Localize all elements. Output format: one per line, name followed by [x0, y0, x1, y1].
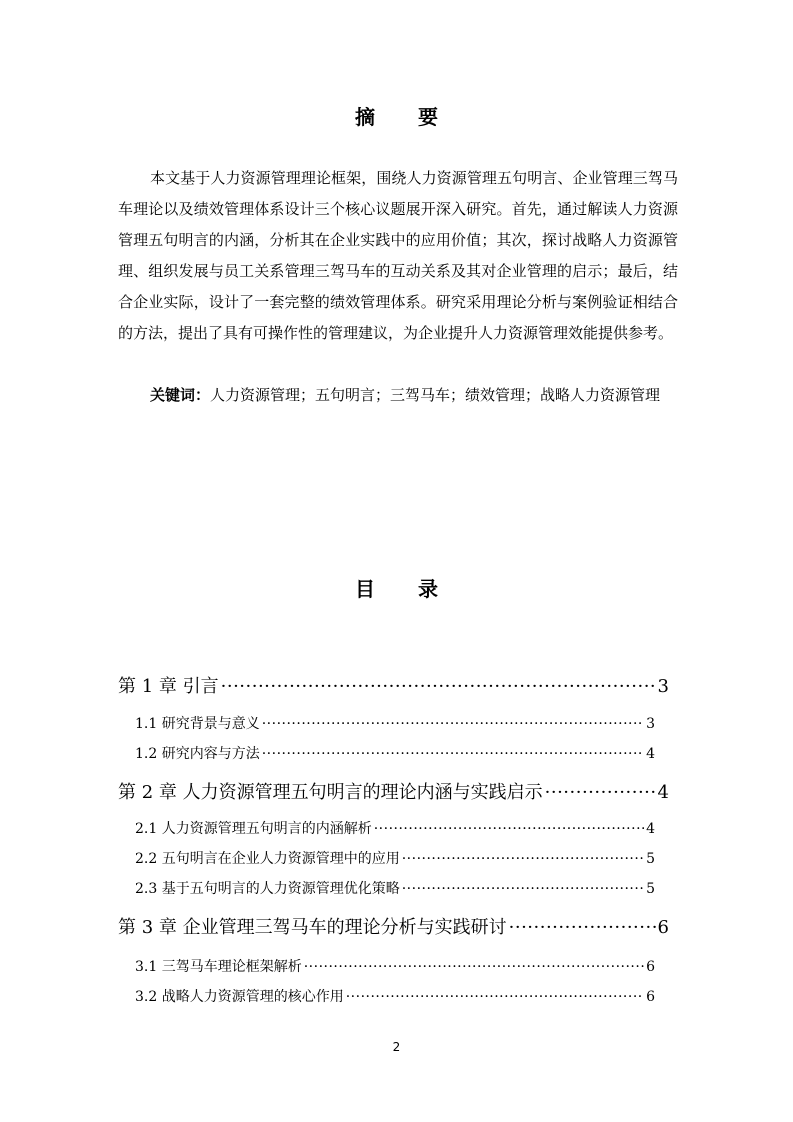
toc-entry-page: 6	[646, 959, 655, 975]
toc-leader-dots	[545, 782, 656, 803]
toc-entry-title: 第 1 章 引言	[118, 676, 219, 697]
toc-entry-page: 5	[646, 881, 655, 897]
toc-entry-section-3-1[interactable]	[135, 956, 655, 976]
toc-entry-page: 3	[646, 716, 655, 732]
toc-entry-title: 第 2 章 人力资源管理五句明言的理论内涵与实践启示	[118, 782, 543, 803]
toc-entry-chapter-1[interactable]	[118, 672, 669, 698]
toc-entry-chapter-3[interactable]	[118, 913, 669, 939]
toc-entry-title: 第 3 章 企业管理三驾马车的理论分析与实践研讨	[118, 917, 507, 938]
toc-entry-page: 4	[646, 746, 655, 762]
keywords-label: 关键词：	[150, 386, 211, 404]
toc-entry-page: 6	[657, 917, 669, 938]
toc-leader-dots	[262, 746, 644, 762]
toc-leader-dots	[374, 821, 644, 837]
toc-entry-title: 3.1 三驾马车理论框架解析	[135, 959, 302, 975]
toc-entry-title: 1.2 研究内容与方法	[135, 746, 260, 762]
toc-leader-dots	[346, 989, 644, 1005]
toc-entry-section-3-2[interactable]	[135, 986, 655, 1006]
toc-entry-page: 6	[646, 989, 655, 1005]
toc-entry-chapter-2[interactable]	[118, 778, 669, 804]
toc-entry-title: 3.2 战略人力资源管理的核心作用	[135, 989, 344, 1005]
toc-entry-section-2-3[interactable]	[135, 878, 655, 898]
toc-entry-section-1-1[interactable]	[135, 713, 655, 733]
toc-entry-page: 4	[657, 782, 669, 803]
keywords-line	[118, 380, 678, 411]
page-number: 2	[392, 1040, 401, 1054]
toc-entry-section-2-1[interactable]	[135, 818, 655, 838]
toc-leader-dots	[221, 676, 656, 697]
toc-heading: 目 录	[355, 577, 456, 601]
abstract-paragraph: 本文基于人力资源管理理论框架，围绕人力资源管理五句明言、企业管理三驾马车理论以及绩效管理体系设计三个核心议题展开深入研究。首先，通过解读人力资源管理五句明言的内涵，分析其在企业实践中的应用价值；其次，探讨战略人力资源管理、组织发展与员工关系管理三驾马车的互动关系及其对企业管理的启示；最后，结合企业实际，设计了一套完整的绩效管理体系。研究采用理论分析与案例验证相结合的方法，提出了具有可操作性的管理建议，为企业提升人力资源管理效能提供参考。	[118, 169, 678, 342]
toc-entry-title: 2.1 人力资源管理五句明言的内涵解析	[135, 821, 372, 837]
toc-entry-page: 4	[646, 821, 655, 837]
toc-entry-page: 3	[657, 676, 669, 697]
toc-leader-dots	[304, 959, 644, 975]
toc-entry-page: 5	[646, 851, 655, 867]
toc-entry-section-2-2[interactable]	[135, 848, 655, 868]
toc-entry-title: 1.1 研究背景与意义	[135, 716, 260, 732]
toc-leader-dots	[402, 851, 644, 867]
toc-entry-title: 2.3 基于五句明言的人力资源管理优化策略	[135, 881, 400, 897]
toc-leader-dots	[402, 881, 644, 897]
toc-leader-dots	[262, 716, 644, 732]
abstract-heading: 摘 要	[355, 105, 456, 129]
toc-entry-title: 2.2 五句明言在企业人力资源管理中的应用	[135, 851, 400, 867]
keywords-text: 人力资源管理；五句明言；三驾马车；绩效管理；战略人力资源管理	[210, 386, 661, 404]
toc-leader-dots	[509, 917, 656, 938]
toc-entry-section-1-2[interactable]	[135, 743, 655, 763]
